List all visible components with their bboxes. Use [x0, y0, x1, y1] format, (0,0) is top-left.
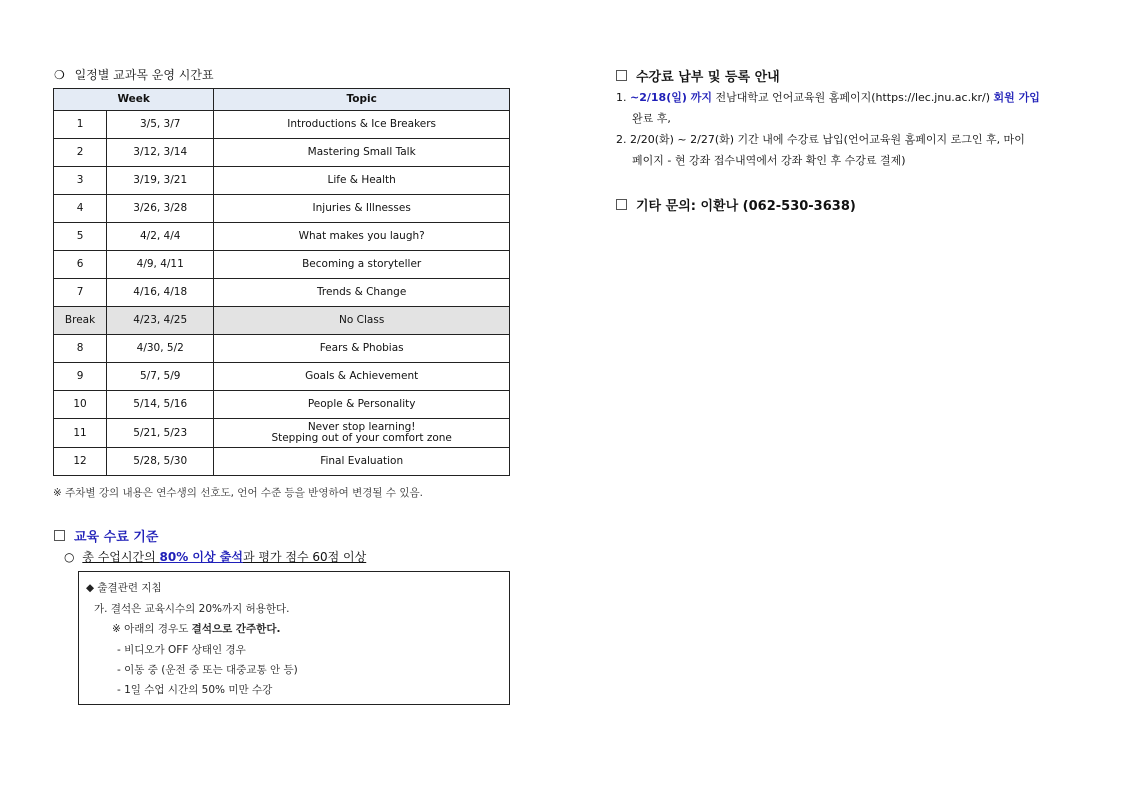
week-cell: 2 [54, 139, 107, 167]
week-cell: 5 [54, 223, 107, 251]
dates-cell: 5/21, 5/23 [107, 419, 214, 448]
completion-criteria [64, 548, 366, 565]
guideline-item: - 비디오가 OFF 상태인 경우 [117, 644, 246, 656]
payment-step-1 [616, 89, 1040, 105]
schedule-title-text: 일정별 교과목 운영 시간표 [74, 68, 214, 82]
table-row [54, 195, 510, 223]
topic-cell: Trends & Change [214, 279, 510, 307]
table-row [54, 111, 510, 139]
dates-cell: 4/30, 5/2 [107, 335, 214, 363]
schedule-body [54, 111, 510, 476]
circle-bullet-icon: ❍ [54, 68, 65, 82]
table-row [54, 363, 510, 391]
topic-cell: Injuries & Illnesses [214, 195, 510, 223]
table-header-row [54, 89, 510, 111]
dates-cell: 4/16, 4/18 [107, 279, 214, 307]
criteria-bold: 80% 이상 출석 [159, 550, 243, 564]
checkbox-icon [616, 70, 627, 81]
topic-cell: Mastering Small Talk [214, 139, 510, 167]
guideline-line-2-bold: 결석으로 간주한다. [191, 623, 281, 635]
week-cell: 12 [54, 448, 107, 476]
topic-cell: What makes you laugh? [214, 223, 510, 251]
schedule-title [54, 66, 214, 83]
week-cell: 4 [54, 195, 107, 223]
dates-cell: 3/12, 3/14 [107, 139, 214, 167]
payment-step-1-cont: 완료 후, [632, 112, 671, 125]
topic-cell: Goals & Achievement [214, 363, 510, 391]
dates-cell: 4/9, 4/11 [107, 251, 214, 279]
payment-step-2 [616, 131, 1025, 147]
step-2-number: 2. [616, 133, 627, 146]
checkbox-icon [54, 530, 65, 541]
week-cell: 1 [54, 111, 107, 139]
guideline-item: - 1일 수업 시간의 50% 미만 수강 [117, 684, 273, 696]
dates-cell: 4/23, 4/25 [107, 307, 214, 335]
week-cell: 3 [54, 167, 107, 195]
week-cell: 9 [54, 363, 107, 391]
week-cell: 8 [54, 335, 107, 363]
dates-cell: 3/5, 3/7 [107, 111, 214, 139]
guideline-line-2-pre: ※ 아래의 경우도 [112, 623, 192, 635]
payment-title [616, 66, 780, 85]
completion-title [54, 526, 158, 545]
dates-cell: 3/19, 3/21 [107, 167, 214, 195]
guideline-heading: ◆ 출결관련 지침 [86, 582, 162, 594]
guideline-line-2 [112, 621, 280, 636]
attendance-guideline-box [78, 571, 510, 705]
completion-title-text: 교육 수료 기준 [74, 530, 159, 545]
table-row [54, 167, 510, 195]
table-row [54, 391, 510, 419]
header-week: Week [54, 89, 214, 111]
table-row [54, 279, 510, 307]
week-cell: 6 [54, 251, 107, 279]
week-cell: 11 [54, 419, 107, 448]
topic-cell: Becoming a storyteller [214, 251, 510, 279]
dates-cell: 3/26, 3/28 [107, 195, 214, 223]
dates-cell: 5/28, 5/30 [107, 448, 214, 476]
topic-line: Never stop learning! [307, 421, 416, 433]
week-cell: Break [54, 307, 107, 335]
dates-cell: 4/2, 4/4 [107, 223, 214, 251]
topic-cell: People & Personality [214, 391, 510, 419]
topic-cell [214, 419, 510, 448]
table-row [54, 448, 510, 476]
table-row [54, 419, 510, 448]
topic-cell: Life & Health [214, 167, 510, 195]
contact-line [616, 195, 856, 214]
guideline-item: - 이동 중 (운전 중 또는 대중교통 안 등) [117, 664, 298, 676]
guideline-line-1: 가. 결석은 교육시수의 20%까지 허용한다. [94, 603, 290, 615]
step-2-text: 2/20(화) ~ 2/27(화) 기간 내에 수강료 납입(언어교육원 홈페이지 로그인 후, 마이 [630, 133, 1025, 146]
topic-line-2: Stepping out of your comfort zone [271, 432, 452, 444]
header-topic: Topic [214, 89, 510, 111]
topic-cell: Introductions & Ice Breakers [214, 111, 510, 139]
checkbox-icon [616, 199, 627, 210]
topic-cell: Final Evaluation [214, 448, 510, 476]
topic-cell: Fears & Phobias [214, 335, 510, 363]
week-cell: 10 [54, 391, 107, 419]
table-row [54, 223, 510, 251]
criteria-pre: 총 수업시간의 [82, 550, 160, 564]
step-1-signup: 회원 가입 [993, 91, 1040, 104]
schedule-table [53, 88, 510, 476]
contact-text: 기타 문의: 이환나 (062-530-3638) [636, 199, 856, 214]
payment-step-2-cont: 페이지 - 현 강좌 접수내역에서 강좌 확인 후 수강료 결제) [632, 154, 906, 167]
circle-icon: ○ [64, 550, 75, 564]
table-row [54, 139, 510, 167]
table-row [54, 335, 510, 363]
topic-cell: No Class [214, 307, 510, 335]
week-cell: 7 [54, 279, 107, 307]
dates-cell: 5/14, 5/16 [107, 391, 214, 419]
table-row-break [54, 307, 510, 335]
step-1-deadline: ~2/18(일) 까지 [630, 91, 712, 104]
step-1-number: 1. [616, 91, 627, 104]
step-1-text: 전남대학교 언어교육원 홈페이지(https://lec.jnu.ac.kr/) [711, 91, 994, 104]
dates-cell: 5/7, 5/9 [107, 363, 214, 391]
table-row [54, 251, 510, 279]
criteria-post: 과 평가 점수 60점 이상 [242, 550, 367, 564]
payment-title-text: 수강료 납부 및 등록 안내 [636, 70, 780, 85]
schedule-note: ※ 주차별 강의 내용은 연수생의 선호도, 언어 수준 등을 반영하여 변경될 수 있음. [53, 487, 423, 499]
